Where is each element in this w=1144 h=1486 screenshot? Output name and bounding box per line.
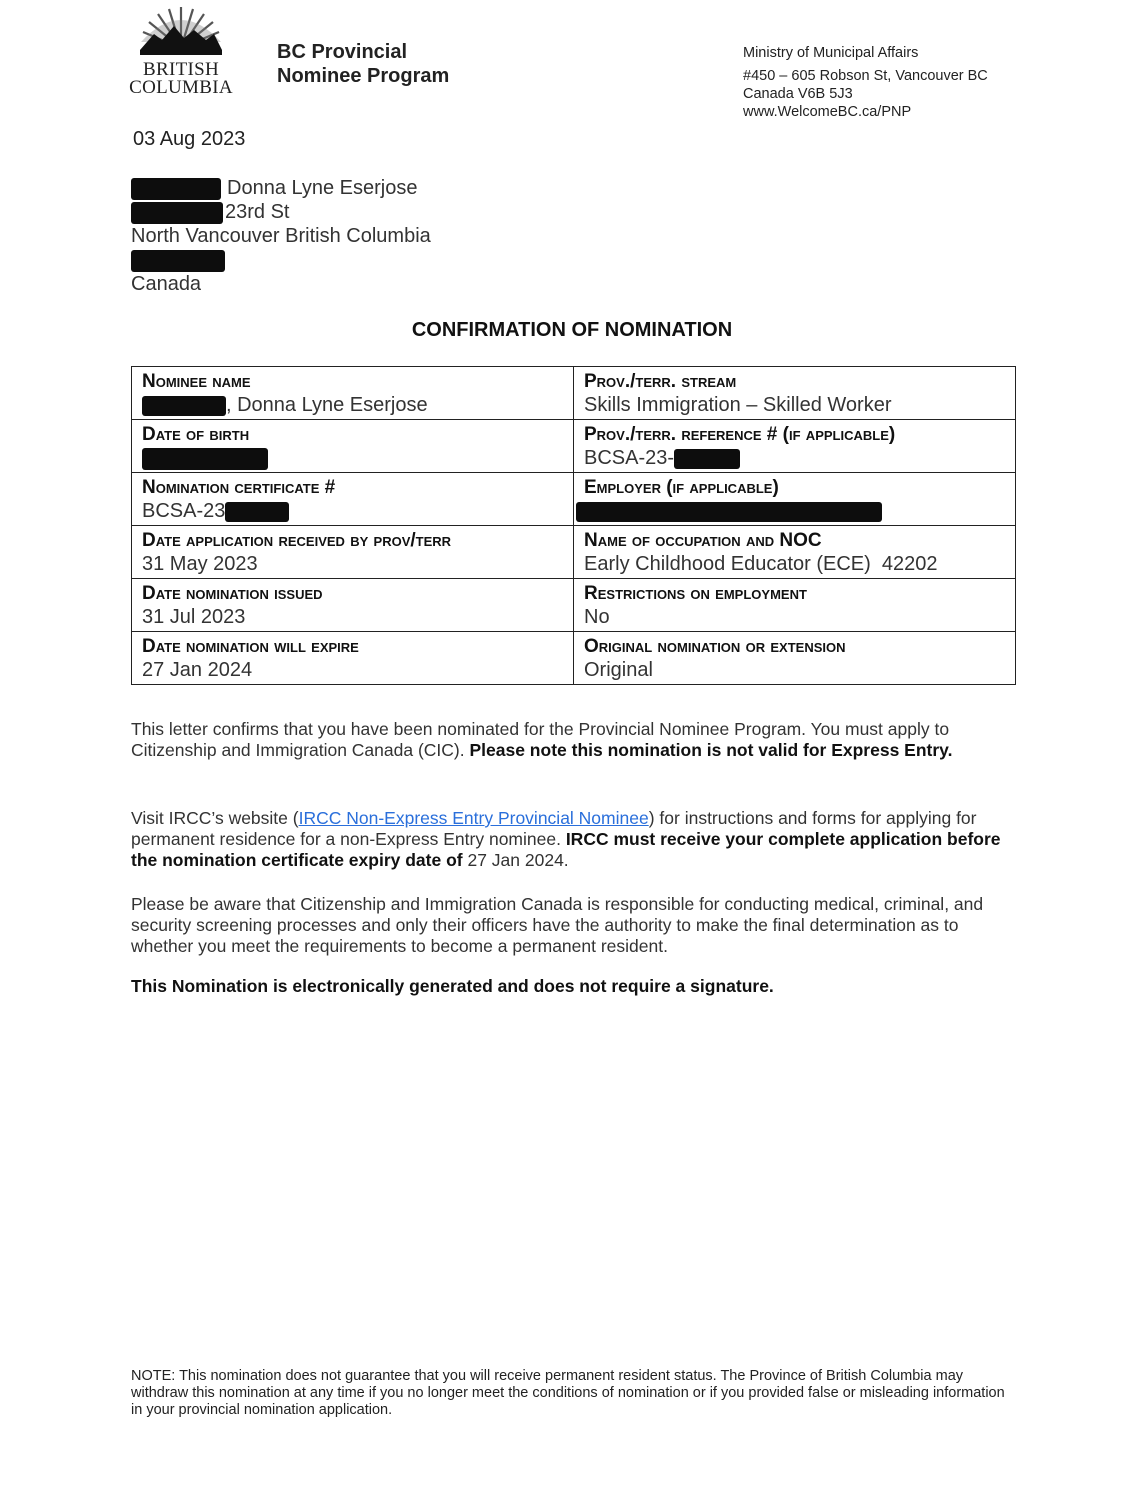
table-cell (574, 367, 1016, 420)
restrictions-value: No (584, 606, 610, 628)
redaction-date-of-birth (142, 448, 268, 470)
original-extension-value: Original (584, 659, 653, 681)
recipient-postal-line (131, 248, 431, 272)
program-title-line2: Nominee Program (277, 65, 450, 87)
stream-value: Skills Immigration – Skilled Worker (584, 394, 892, 416)
application-received-value: 31 May 2023 (142, 553, 258, 575)
reference-value (584, 446, 1005, 470)
table-cell (574, 526, 1016, 579)
nomination-issued-value: 31 Jul 2023 (142, 606, 246, 628)
table-cell (132, 367, 574, 420)
recipient-address (131, 176, 431, 296)
redaction-street-number (131, 202, 223, 224)
table-cell (132, 473, 574, 526)
program-title-line1: BC Provincial (277, 41, 408, 63)
nomination-info-table (131, 366, 1016, 685)
date-of-birth-value (142, 446, 563, 470)
stream-label: Prov./terr. stream (584, 371, 737, 392)
nomination-issued-label: Date nomination issued (142, 583, 323, 604)
confirmation-text: This letter confirms that you have been nominated for the Provincial Nominee Program. You must apply to Citizenship and Immigration Canada (CIC). (131, 719, 950, 760)
nominee-name-value (142, 393, 563, 417)
date-of-birth-label: Date of birth (142, 424, 250, 445)
logo-text-british: BRITISH (143, 59, 219, 80)
recipient-name: Donna Lyne Eserjose (227, 177, 418, 199)
redaction-postal-code (131, 250, 225, 272)
letter-date: 03 Aug 2023 (133, 128, 246, 150)
screening-paragraph: Please be aware that Citizenship and Immigration Canada is responsible for conducting medical, criminal, and security screening processes and only their officers have the authority to make the final determination as to whether you meet the requirements to become a permanent resident. (131, 894, 984, 956)
employer-value (584, 499, 1005, 523)
ircc-paragraph (131, 808, 1016, 871)
certificate-label: Nomination certificate # (142, 477, 336, 498)
recipient-street: 23rd St (225, 201, 290, 223)
confirmation-paragraph (131, 719, 1016, 761)
sunrise-mountains-icon (138, 4, 224, 56)
certificate-value (142, 499, 563, 523)
ministry-name: Ministry of Municipal Affairs (743, 45, 919, 61)
table-cell (574, 632, 1016, 685)
table-cell (574, 473, 1016, 526)
reference-prefix: BCSA-23- (584, 447, 675, 469)
redaction-reference (674, 449, 740, 469)
table-cell (132, 420, 574, 473)
logo-text-columbia: COLUMBIA (129, 77, 233, 98)
table-row (132, 473, 1016, 526)
table-cell (132, 579, 574, 632)
nominee-name-label: Nominee name (142, 371, 251, 392)
ircc-deadline-bold: IRCC must receive your complete application before the nomination certificate expiry date of (131, 829, 1001, 870)
original-extension-label: Original nomination or extension (584, 636, 846, 657)
recipient-street-line (131, 200, 431, 224)
redaction-nominee-surname (142, 396, 226, 416)
ircc-nominee-link[interactable]: IRCC Non-Express Entry Provincial Nominee (298, 808, 649, 828)
table-row (132, 632, 1016, 685)
ircc-text-start: Visit IRCC’s website ( (131, 808, 299, 828)
program-title (277, 40, 449, 88)
ircc-text-middle: ) for instructions and forms for applying for permanent residence for a non-Express Entry nominee. (131, 808, 977, 849)
electronic-signature-notice: This Nomination is electronically generated and does not require a signature. (131, 976, 774, 996)
table-row (132, 367, 1016, 420)
nomination-expire-value: 27 Jan 2024 (142, 659, 253, 681)
table-row (132, 579, 1016, 632)
ministry-address-line2: Canada V6B 5J3 (743, 86, 853, 102)
table-cell (132, 632, 574, 685)
certificate-prefix: BCSA-23 (142, 500, 226, 522)
recipient-city: North Vancouver British Columbia (131, 225, 431, 247)
ircc-expiry-date: 27 Jan 2024. (462, 850, 569, 870)
restrictions-label: Restrictions on employment (584, 583, 807, 604)
table-cell (574, 420, 1016, 473)
nominee-given-names: , Donna Lyne Eserjose (226, 394, 428, 416)
ministry-address-line1: #450 – 605 Robson St, Vancouver BC (743, 68, 988, 84)
bc-logo (126, 4, 236, 96)
recipient-country: Canada (131, 273, 202, 295)
footer-note: NOTE: This nomination does not guarantee that you will receive permanent resident status. The Province of British Columbia may withdraw this nomination at any time if you no longer meet the conditions of nomination or if you provided false or misleading information in your provincial nomination application. (131, 1368, 1005, 1418)
express-entry-warning: Please note this nomination is not valid for Express Entry. (469, 740, 953, 760)
employer-label: Employer (if applicable) (584, 477, 779, 498)
table-cell (574, 579, 1016, 632)
table-cell (132, 526, 574, 579)
occupation-value: Early Childhood Educator (ECE) 42202 (584, 553, 938, 575)
redaction-certificate (225, 502, 289, 522)
table-row (132, 420, 1016, 473)
application-received-label: Date application received by prov/terr (142, 530, 452, 551)
redaction-employer (576, 502, 882, 522)
document-title: CONFIRMATION OF NOMINATION (411, 319, 733, 341)
occupation-label: Name of occupation and NOC (584, 530, 822, 551)
nomination-expire-label: Date nomination will expire (142, 636, 359, 657)
ministry-website: www.WelcomeBC.ca/PNP (743, 104, 912, 120)
ministry-address-block (743, 44, 988, 121)
reference-label: Prov./terr. reference # (if applicable) (584, 424, 896, 445)
redaction-surname (131, 178, 221, 200)
table-row (132, 526, 1016, 579)
recipient-name-line (131, 176, 431, 200)
